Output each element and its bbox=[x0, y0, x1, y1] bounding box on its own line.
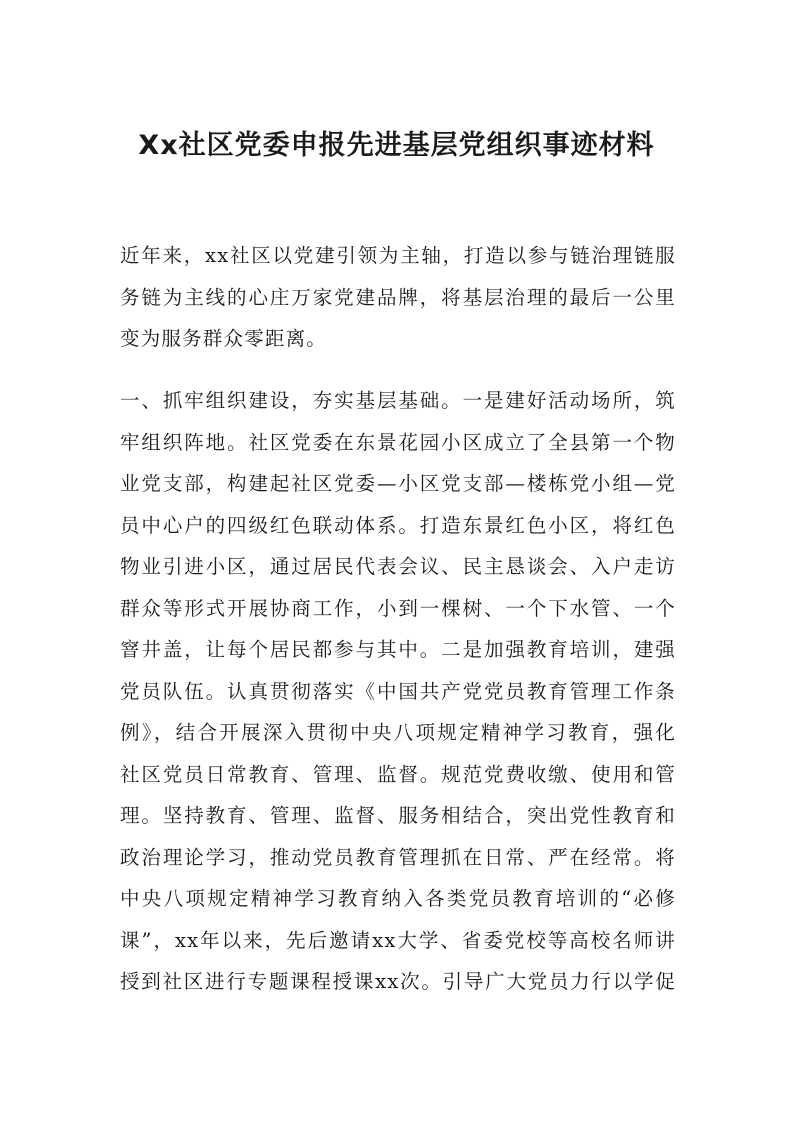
text-line: 中央八项规定精神学习教育纳入各类党员教育培训的“必修 bbox=[120, 887, 676, 910]
text-line: 近年来，xx社区以党建引领为主轴，打造以参与链治理链服 bbox=[120, 244, 676, 267]
text-line: 一、抓牢组织建设，夯实基层基础。一是建好活动场所，筑 bbox=[120, 389, 676, 412]
text-line: 政治理论学习，推动党员教育管理抓在日常、严在经常。将 bbox=[120, 845, 676, 869]
document-title: Xx社区党委申报先进基层党组织事迹材料 bbox=[138, 130, 655, 161]
text-line: 社区党员日常教育、管理、监督。规范党费收缴、使用和管 bbox=[120, 762, 676, 786]
paragraph-intro bbox=[120, 235, 676, 360]
text-line: 党员队伍。认真贯彻落实《中国共产党党员教育管理工作条 bbox=[120, 679, 676, 703]
text-line: 务链为主线的心庄万家党建品牌，将基层治理的最后一公里 bbox=[120, 285, 676, 309]
text-line: 窨井盖，让每个居民都参与其中。二是加强教育培训，建强 bbox=[120, 638, 676, 661]
text-line: 牢组织阵地。社区党委在东景花园小区成立了全县第一个物 bbox=[120, 430, 676, 454]
text-line: 课”，xx年以来，先后邀请xx大学、省委党校等高校名师讲 bbox=[120, 928, 676, 952]
text-line: 变为服务群众零距离。 bbox=[120, 327, 328, 350]
text-line: 理。坚持教育、管理、监督、服务相结合，突出党性教育和 bbox=[120, 804, 676, 827]
text-line: 授到社区进行专题课程授课xx次。引导广大党员力行以学促 bbox=[120, 970, 676, 993]
text-line: 例》，结合开展深入贯彻中央八项规定精神学习教育，强化 bbox=[120, 721, 676, 744]
text-line: 业党支部，构建起社区党委—小区党支部—楼栋党小组—党 bbox=[120, 472, 676, 495]
text-line: 群众等形式开展协商工作，小到一棵树、一个下水管、一个 bbox=[120, 596, 676, 620]
paragraph-organization-building bbox=[120, 380, 676, 1003]
text-line: 员中心户的四级红色联动体系。打造东景红色小区，将红色 bbox=[120, 513, 676, 537]
text-line: 物业引进小区，通过居民代表会议、民主恳谈会、入户走访 bbox=[120, 555, 676, 578]
